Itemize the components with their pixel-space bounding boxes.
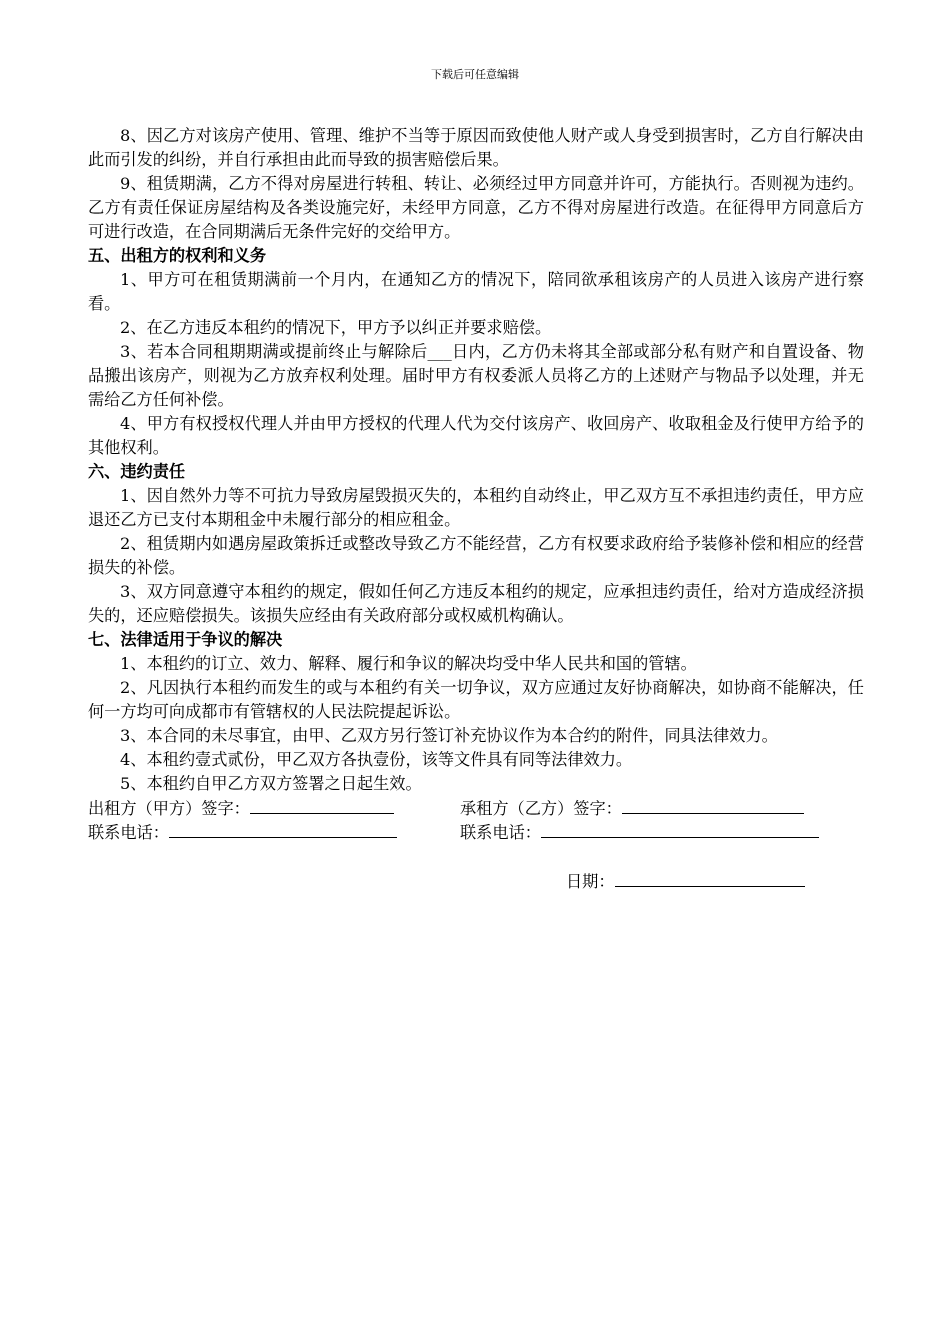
date-row [88, 869, 864, 893]
clause-8: 8、因乙方对该房产使用、管理、维护不当等于原因而致使他人财产或人身受到损害时，乙方自行解决由此而引发的纠纷，并自行承担由此而导致的损害赔偿后果。 [88, 126, 864, 169]
page-header: 下载后可任意编辑 [431, 68, 519, 81]
lessee-phone-label: 联系电话： [460, 823, 541, 842]
section-7-clause-3: 3、本合同的未尽事宜，由甲、乙双方另行签订补充协议作为本合约的附件，同具法律效力。 [120, 726, 778, 745]
days-blank: ___ [427, 342, 452, 361]
section-6-clause-3: 3、双方同意遵守本租约的规定，假如任何乙方违反本租约的规定，应承担违约责任，给对方造成经济损失的，还应赔偿损失。该损失应经由有关政府部分或权威机构确认。 [88, 582, 864, 625]
clause-3-text-before: 3、若本合同租期期满或提前终止与解除后 [120, 342, 428, 361]
lessee-phone [460, 820, 819, 844]
section-5-clause-3 [88, 340, 864, 412]
section-7-clause-2: 2、凡因执行本租约而发生的或与本租约有关一切争议，双方应通过友好协商解决，如协商不能解决，任何一方均可向成都市有管辖权的人民法院提起诉讼。 [88, 678, 864, 721]
clause-3-text-after: 日内，乙方仍未将其全部或部分私有财产和自置设备、物品搬出该房产，则视为乙方放弃权利处理。届时甲方有权委派人员将乙方的上述财产与物品予以处理，并无需给乙方任何补偿。 [88, 342, 864, 409]
lessor-signature [88, 796, 460, 820]
lessor-sign-label: 出租方（甲方）签字： [88, 799, 250, 818]
section-5-clause-4: 4、甲方有权授权代理人并由甲方授权的代理人代为交付该房产、收回房产、收取租金及行使甲方给予的其他权利。 [88, 414, 864, 457]
date-line[interactable] [615, 869, 805, 887]
date-label: 日期： [566, 872, 615, 891]
contract-body [88, 124, 864, 893]
section-5-title: 五、出租方的权利和义务 [88, 246, 267, 265]
section-7-title: 七、法律适用于争议的解决 [88, 630, 283, 649]
section-7-clause-1: 1、本租约的订立、效力、解释、履行和争议的解决均受中华人民共和国的管辖。 [120, 654, 697, 673]
section-5-clause-1: 1、甲方可在租赁期满前一个月内，在通知乙方的情况下，陪同欲承租该房产的人员进入该房产进行察看。 [88, 270, 864, 313]
signature-row [88, 796, 864, 820]
lessee-sign-label: 承租方（乙方）签字： [460, 799, 622, 818]
lessee-sign-line[interactable] [622, 796, 804, 814]
lessee-signature [460, 796, 804, 820]
phone-row [88, 820, 864, 844]
clause-9: 9、租赁期满，乙方不得对房屋进行转租、转让、必须经过甲方同意并许可，方能执行。否则视为违约。乙方有责任保证房屋结构及各类设施完好，未经甲方同意，乙方不得对房屋进行改造。在征得甲方同意后方可进行改造，在合同期满后无条件完好的交给甲方。 [88, 174, 864, 241]
section-6-title: 六、违约责任 [88, 462, 186, 481]
lessor-phone-line[interactable] [169, 820, 397, 838]
section-6-clause-2: 2、租赁期内如遇房屋政策拆迁或整改导致乙方不能经营，乙方有权要求政府给予装修补偿和相应的经营损失的补偿。 [88, 534, 864, 577]
lessor-phone-label: 联系电话： [88, 823, 169, 842]
lessor-phone [88, 820, 460, 844]
section-7-clause-5: 5、本租约自甲乙方双方签署之日起生效。 [120, 774, 422, 793]
lessor-sign-line[interactable] [250, 796, 394, 814]
section-5-clause-2: 2、在乙方违反本租约的情况下，甲方予以纠正并要求赔偿。 [120, 318, 552, 337]
section-7-clause-4: 4、本租约壹式贰份，甲乙双方各执壹份，该等文件具有同等法律效力。 [120, 750, 633, 769]
lessee-phone-line[interactable] [541, 820, 819, 838]
section-6-clause-1: 1、因自然外力等不可抗力导致房屋毁损灭失的，本租约自动终止，甲乙双方互不承担违约责任，甲方应退还乙方已支付本期租金中未履行部分的相应租金。 [88, 486, 864, 529]
